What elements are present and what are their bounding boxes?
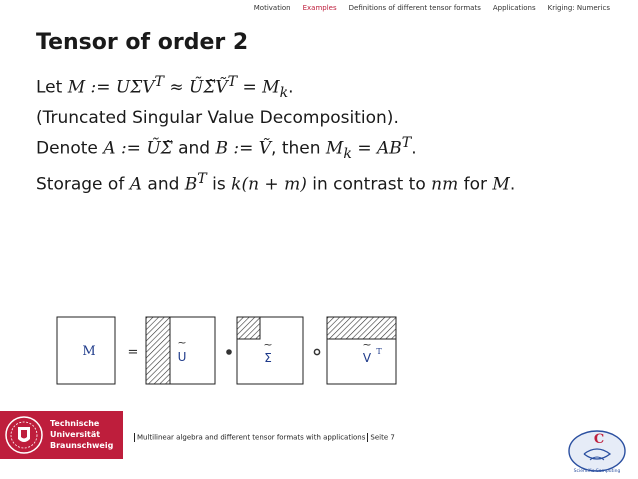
math-sup: T (401, 135, 412, 152)
math-sup: T (227, 74, 238, 90)
slide-body (36, 70, 626, 198)
footer-page: Seite 7 (370, 433, 395, 442)
math-sup: T (197, 171, 207, 188)
footer-divider (367, 433, 368, 442)
math-sup: T (154, 74, 164, 90)
text: is (206, 174, 232, 195)
text: Storage of (36, 174, 130, 195)
body-line-3 (36, 131, 626, 167)
text: and (172, 138, 216, 159)
equals-sign: = (127, 345, 139, 360)
matrix-m-label: M (82, 344, 96, 359)
product-dot-1 (226, 349, 232, 355)
math: ≈ ŨΣ̃Ṽ (163, 77, 228, 98)
svd-diagram (0, 300, 638, 400)
text: . (288, 77, 294, 98)
nav-item-definitions[interactable]: Definitions of different tensor formats (348, 4, 481, 12)
matrix-sigma-hatch (237, 317, 260, 339)
matrix-vt-label: V (362, 351, 372, 365)
math: k(n + m) (231, 174, 307, 195)
logo-line-1: Technische (50, 419, 100, 428)
matrix-u-tilde: ~ (177, 336, 187, 349)
university-seal-icon (0, 411, 123, 459)
matrix-vt-sup: T (376, 347, 382, 356)
math: A := ŨΣ̃ (103, 138, 173, 159)
matrix-sigma-tilde: ~ (263, 338, 273, 351)
scientific-computing-logo-icon (566, 426, 628, 476)
nav-item-applications[interactable]: Applications (492, 4, 536, 12)
product-dot-2 (314, 349, 319, 354)
badge-letter: C (593, 432, 605, 447)
matrix-u-hatch (146, 317, 170, 384)
math: M (325, 138, 344, 159)
nav-item-examples[interactable]: Examples (302, 4, 337, 12)
university-logo (0, 411, 123, 459)
math: A (129, 174, 142, 195)
body-line-2: (Truncated Singular Value Decomposition). (36, 108, 399, 129)
footer-divider (134, 433, 135, 442)
math-sub: k (343, 146, 352, 163)
matrix-u-label: U (177, 350, 187, 364)
badge-text: Scientific Computing (573, 469, 621, 474)
text: for (458, 174, 493, 195)
body-line-1 (36, 70, 626, 106)
matrix-vt-hatch (327, 317, 396, 339)
text: . (411, 138, 417, 159)
math-sub: k (279, 85, 289, 102)
text: and (142, 174, 185, 195)
math: B (184, 174, 198, 195)
logo-line-3: Braunschweig (50, 441, 114, 450)
matrix-vt-tilde: ~ (362, 338, 372, 351)
text: . (509, 174, 516, 195)
top-navigation (0, 0, 638, 16)
nav-item-motivation[interactable]: Motivation (253, 4, 291, 12)
logo-line-2: Universität (50, 430, 101, 439)
slide-title: Tensor of order 2 (36, 30, 249, 55)
text: Denote (36, 138, 104, 159)
math: = M (237, 77, 280, 98)
math: = AB (351, 138, 402, 159)
matrix-sigma-label: Σ (264, 351, 272, 365)
text: , then (271, 138, 326, 159)
math: M (492, 174, 510, 195)
text: in contrast to (306, 174, 432, 195)
footer-info (132, 433, 395, 442)
nav-item-kriging[interactable]: Kriging: Numerics (547, 4, 610, 12)
body-line-4 (36, 167, 626, 198)
math: M := UΣV (67, 77, 155, 98)
math: nm (431, 174, 459, 195)
footer-title: Multilinear algebra and different tensor formats with applications (137, 433, 366, 442)
math: B := Ṽ (215, 138, 272, 159)
text: Let (36, 77, 68, 98)
